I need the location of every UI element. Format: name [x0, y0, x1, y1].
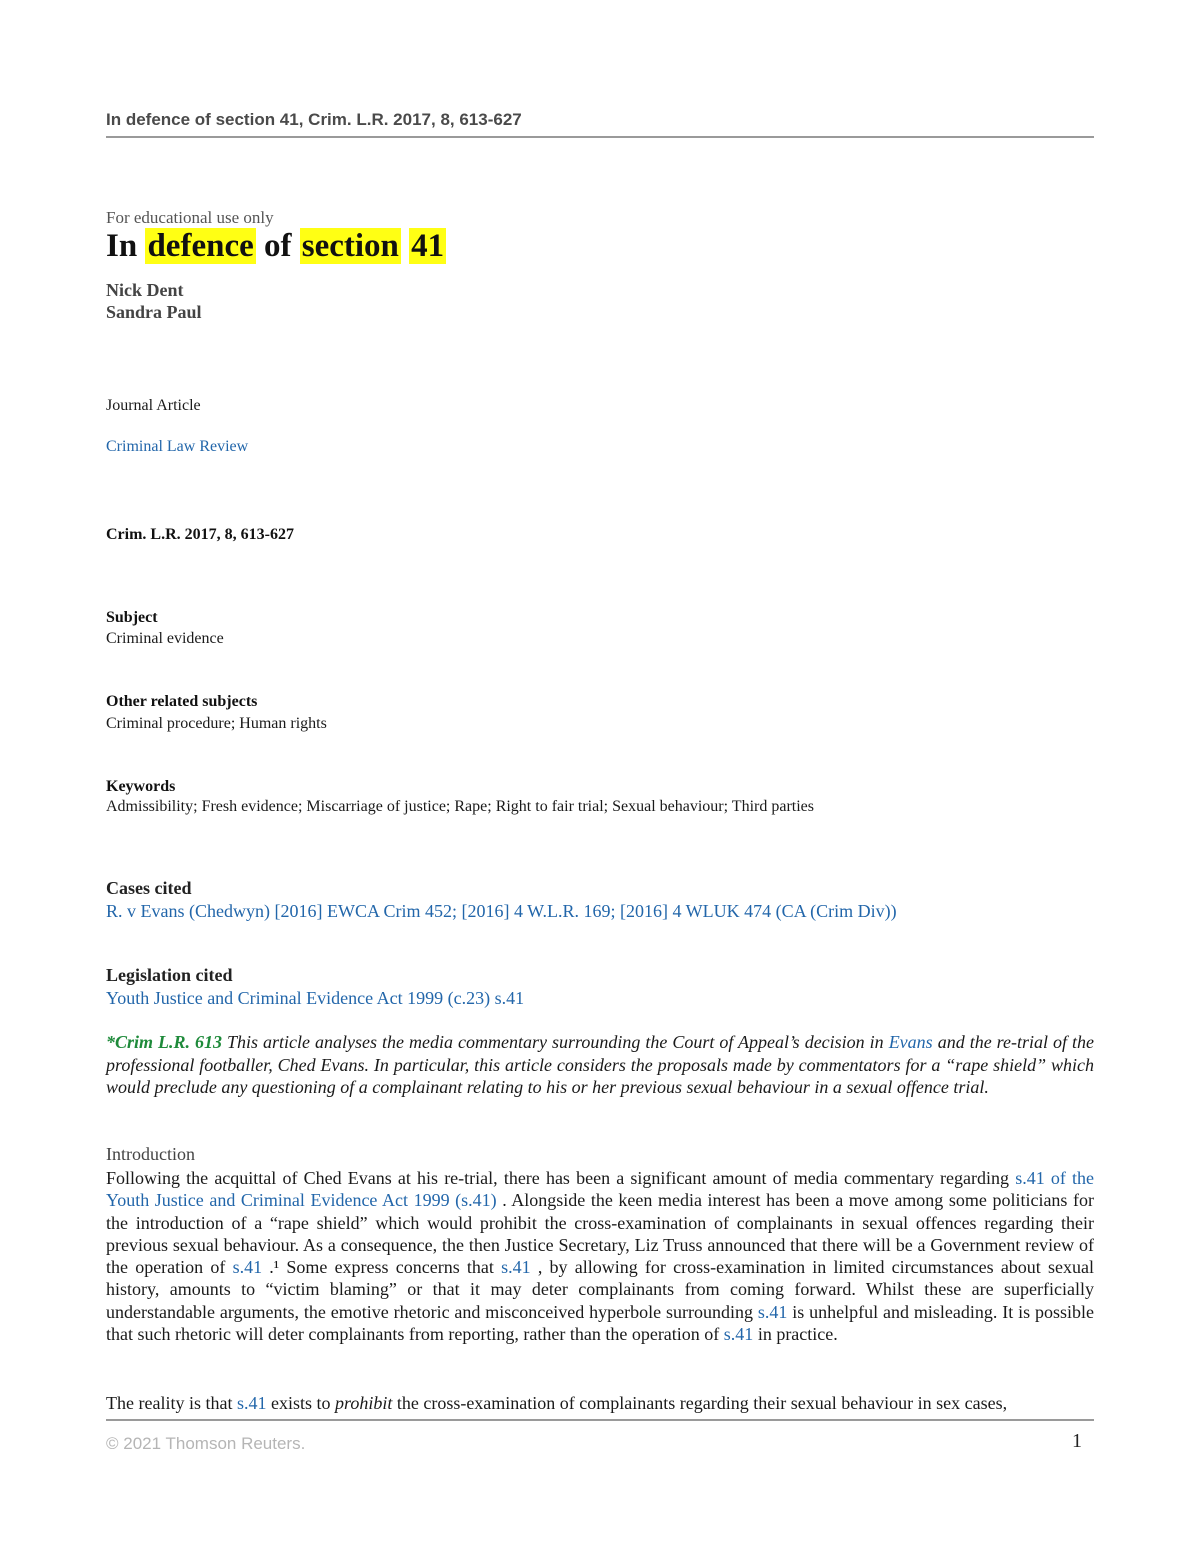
emphasis-text: prohibit [335, 1393, 393, 1413]
keywords-value: Admissibility; Fresh evidence; Miscarriage of justice; Rape; Right to fair trial; Sexual behaviour; Third parties [106, 798, 814, 815]
case-link[interactable]: R. v Evans (Chedwyn) [2016] EWCA Crim 452; [2016] 4 W.L.R. 169; [2016] 4 WLUK 474 (CA (Crim Div)) [106, 901, 897, 921]
statute-link[interactable]: s.41 [501, 1257, 531, 1278]
keywords-label: Keywords [106, 778, 176, 795]
citation: Crim. L.R. 2017, 8, 613-627 [106, 526, 294, 543]
title-highlight-defence: defence [147, 228, 254, 264]
paragraph-text: .¹ Some express concerns that [262, 1257, 502, 1278]
legislation-link[interactable]: Youth Justice and Criminal Evidence Act 1999 (c.23) s.41 [106, 988, 525, 1008]
title-highlight-section: section [301, 228, 399, 264]
page-reference: *Crim L.R. 613 [106, 1032, 223, 1052]
paragraph-text: . Alongside the keen media interest has been a move among some politicians for the introduction of a “rape shield” which would prohibit the cross-examination of complainants in sexual offences regarding their previous sexual behaviour. As a consequence, the then Justice Secretary, Liz Truss announced that there will be a Government review of the operation of [106, 1190, 1094, 1278]
journal-link[interactable]: Criminal Law Review [106, 438, 249, 455]
header-divider [106, 136, 1094, 138]
running-title: In defence of section 41, Crim. L.R. 2017, 8, 613-627 [106, 110, 522, 129]
evans-case-link[interactable]: Evans [888, 1032, 933, 1052]
paragraph-text: , by allowing for cross-examination in limited circumstances about sexual history, amounts to “victim blaming” or that it may deter complainants from coming forward. Whilst these are superficially understandable arguments, the emotive rhetoric and misconceived hyperbole surrounding [106, 1257, 1094, 1322]
title-word: of [264, 228, 292, 264]
paragraph-text: the cross-examination of complainants regarding their sexual behaviour in sex cases, [392, 1393, 1008, 1413]
document-type: Journal Article [106, 397, 201, 414]
statute-link[interactable]: s.41 [757, 1301, 788, 1322]
subject-label: Subject [106, 609, 158, 626]
paragraph-text: in practice. [753, 1324, 838, 1345]
statute-link[interactable]: s.41 [236, 1393, 267, 1413]
page-number: 1 [1072, 1430, 1082, 1452]
other-subjects-value: Criminal procedure; Human rights [106, 715, 327, 732]
subject-value: Criminal evidence [106, 630, 224, 647]
abstract-text: This article analyses the media commentary surrounding the Court of Appeal’s decision in [222, 1032, 889, 1052]
paragraph [106, 1167, 1094, 1345]
paragraph-text: exists to [266, 1393, 335, 1413]
author-name: Sandra Paul [106, 302, 202, 322]
title-word: In [106, 228, 138, 264]
statute-link[interactable]: s.41 [232, 1257, 263, 1278]
other-subjects-label: Other related subjects [106, 693, 258, 710]
cases-cited-label: Cases cited [106, 878, 192, 898]
statute-link[interactable]: s.41 [723, 1324, 754, 1345]
footer-divider [106, 1419, 1094, 1421]
paragraph-text: is unhelpful and misleading. It is possible that such rhetoric will deter complainants from reporting, rather than the operation of [106, 1301, 1094, 1345]
author-name: Nick Dent [106, 280, 184, 300]
abstract [106, 1031, 1094, 1099]
educational-use-note: For educational use only [106, 208, 274, 227]
title-highlight-41: 41 [411, 228, 445, 264]
paragraph-text: The reality is that [106, 1393, 237, 1413]
abstract-text: and the re-trial of the professional footballer, Ched Evans. In particular, this article considers the proposals made by commentators for a “rape shield” which would preclude any questioning of a complainant relating to his or her previous sexual behaviour in a sexual offence trial. [106, 1032, 1095, 1097]
copyright: © 2021 Thomson Reuters. [106, 1434, 306, 1453]
paragraph-text: Following the acquittal of Ched Evans at his re-trial, there has been a significant amount of media commentary regarding [106, 1168, 1016, 1188]
section-heading-introduction: Introduction [106, 1144, 195, 1164]
page-title [106, 228, 446, 265]
legislation-cited-label: Legislation cited [106, 965, 233, 985]
statute-link[interactable]: s.41 of the Youth Justice and Criminal Evidence Act 1999 (s.41) [106, 1168, 1094, 1211]
paragraph [106, 1392, 1094, 1414]
